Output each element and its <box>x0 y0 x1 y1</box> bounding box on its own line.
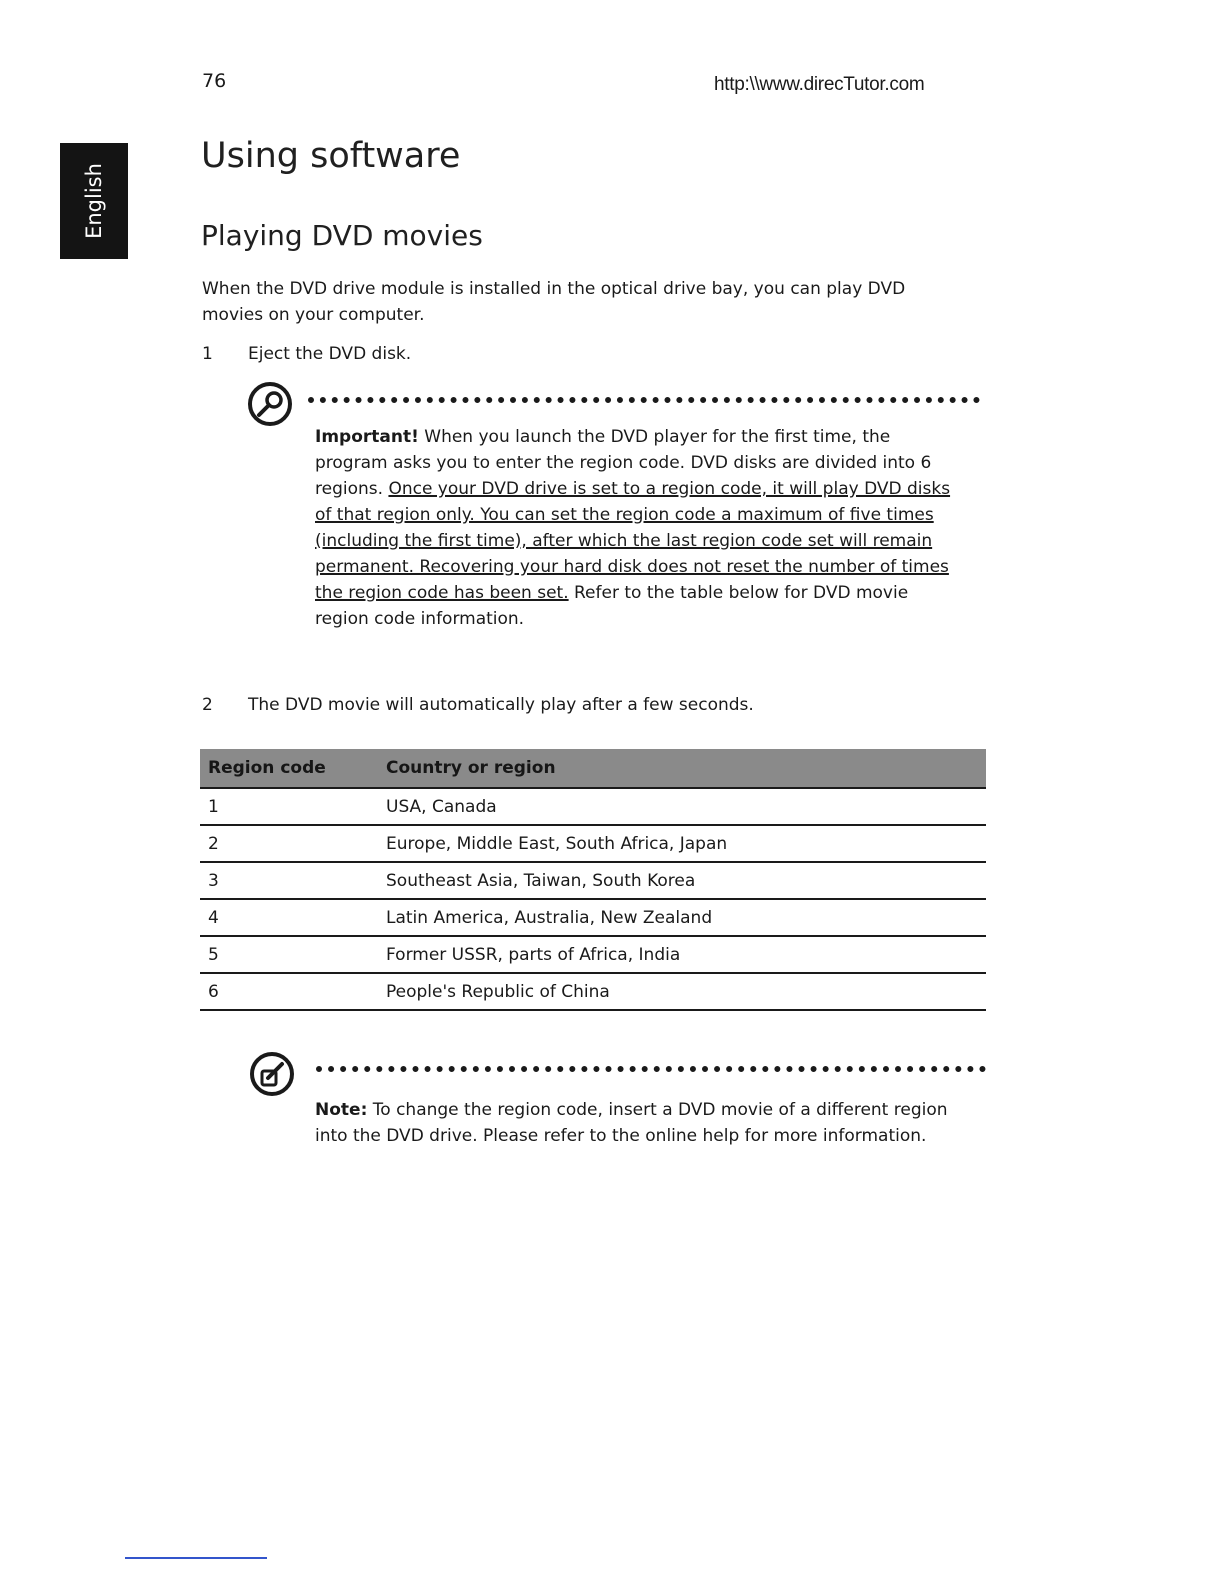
language-side-tab-label: English <box>82 163 106 239</box>
table-cell-country: Southeast Asia, Taiwan, South Korea <box>378 862 986 899</box>
step-item <box>202 693 754 717</box>
step-number: 2 <box>202 695 213 715</box>
table-cell-country: USA, Canada <box>378 788 986 825</box>
important-label: Important! <box>315 427 419 447</box>
note-divider <box>316 1066 986 1072</box>
table-cell-code: 3 <box>200 862 378 899</box>
table-cell-code: 4 <box>200 899 378 936</box>
table-cell-code: 5 <box>200 936 378 973</box>
table-cell-country: Europe, Middle East, South Africa, Japan <box>378 825 986 862</box>
table-cell-code: 1 <box>200 788 378 825</box>
table-header-row <box>200 749 986 788</box>
table-row <box>200 862 986 899</box>
language-side-tab <box>60 143 128 259</box>
important-divider <box>308 397 980 403</box>
important-underlined-text: Once your DVD drive is set to a region code, it will play DVD disks of that region only. You can set the region code a maximum of five times (including the first time), after which the last region code set will remain permanent. Recovering your hard disk does not reset the number of times the region code has been set. <box>315 479 951 603</box>
table-cell-code: 6 <box>200 973 378 1010</box>
table-header-country: Country or region <box>378 749 986 788</box>
table-row <box>200 936 986 973</box>
table-cell-country: People's Republic of China <box>378 973 986 1010</box>
footer-line <box>125 1557 267 1559</box>
table-row <box>200 973 986 1010</box>
step-text: Eject the DVD disk. <box>248 344 412 364</box>
step-number: 1 <box>202 344 213 364</box>
step-text: The DVD movie will automatically play after a few seconds. <box>248 695 754 715</box>
important-callout-text <box>315 424 967 632</box>
page-number: 76 <box>202 70 227 92</box>
table-header-region-code: Region code <box>200 749 378 788</box>
section-title: Playing DVD movies <box>201 219 483 252</box>
table-row <box>200 899 986 936</box>
intro-paragraph: When the DVD drive module is installed in the optical drive bay, you can play DVD movies on your computer. <box>202 279 906 325</box>
step-item <box>202 342 411 366</box>
header-url: http:\\www.direcTutor.com <box>714 74 925 95</box>
note-label: Note: <box>315 1100 368 1120</box>
table-cell-code: 2 <box>200 825 378 862</box>
note-callout-text <box>315 1097 967 1149</box>
table-row <box>200 825 986 862</box>
table-row <box>200 788 986 825</box>
important-text-before: When you launch the DVD player for the first time, the program asks you to enter the region code. DVD disks are divided into 6 regions. <box>315 427 932 499</box>
note-icon <box>249 1051 295 1097</box>
page-title: Using software <box>201 136 461 176</box>
region-code-table <box>200 749 986 1011</box>
table-cell-country: Latin America, Australia, New Zealand <box>378 899 986 936</box>
important-icon <box>247 381 293 427</box>
note-text: To change the region code, insert a DVD movie of a different region into the DVD drive. Please refer to the online help for more information. <box>315 1100 948 1146</box>
important-text-after: Refer to the table below for DVD movie region code information. <box>315 583 909 629</box>
table-cell-country: Former USSR, parts of Africa, India <box>378 936 986 973</box>
